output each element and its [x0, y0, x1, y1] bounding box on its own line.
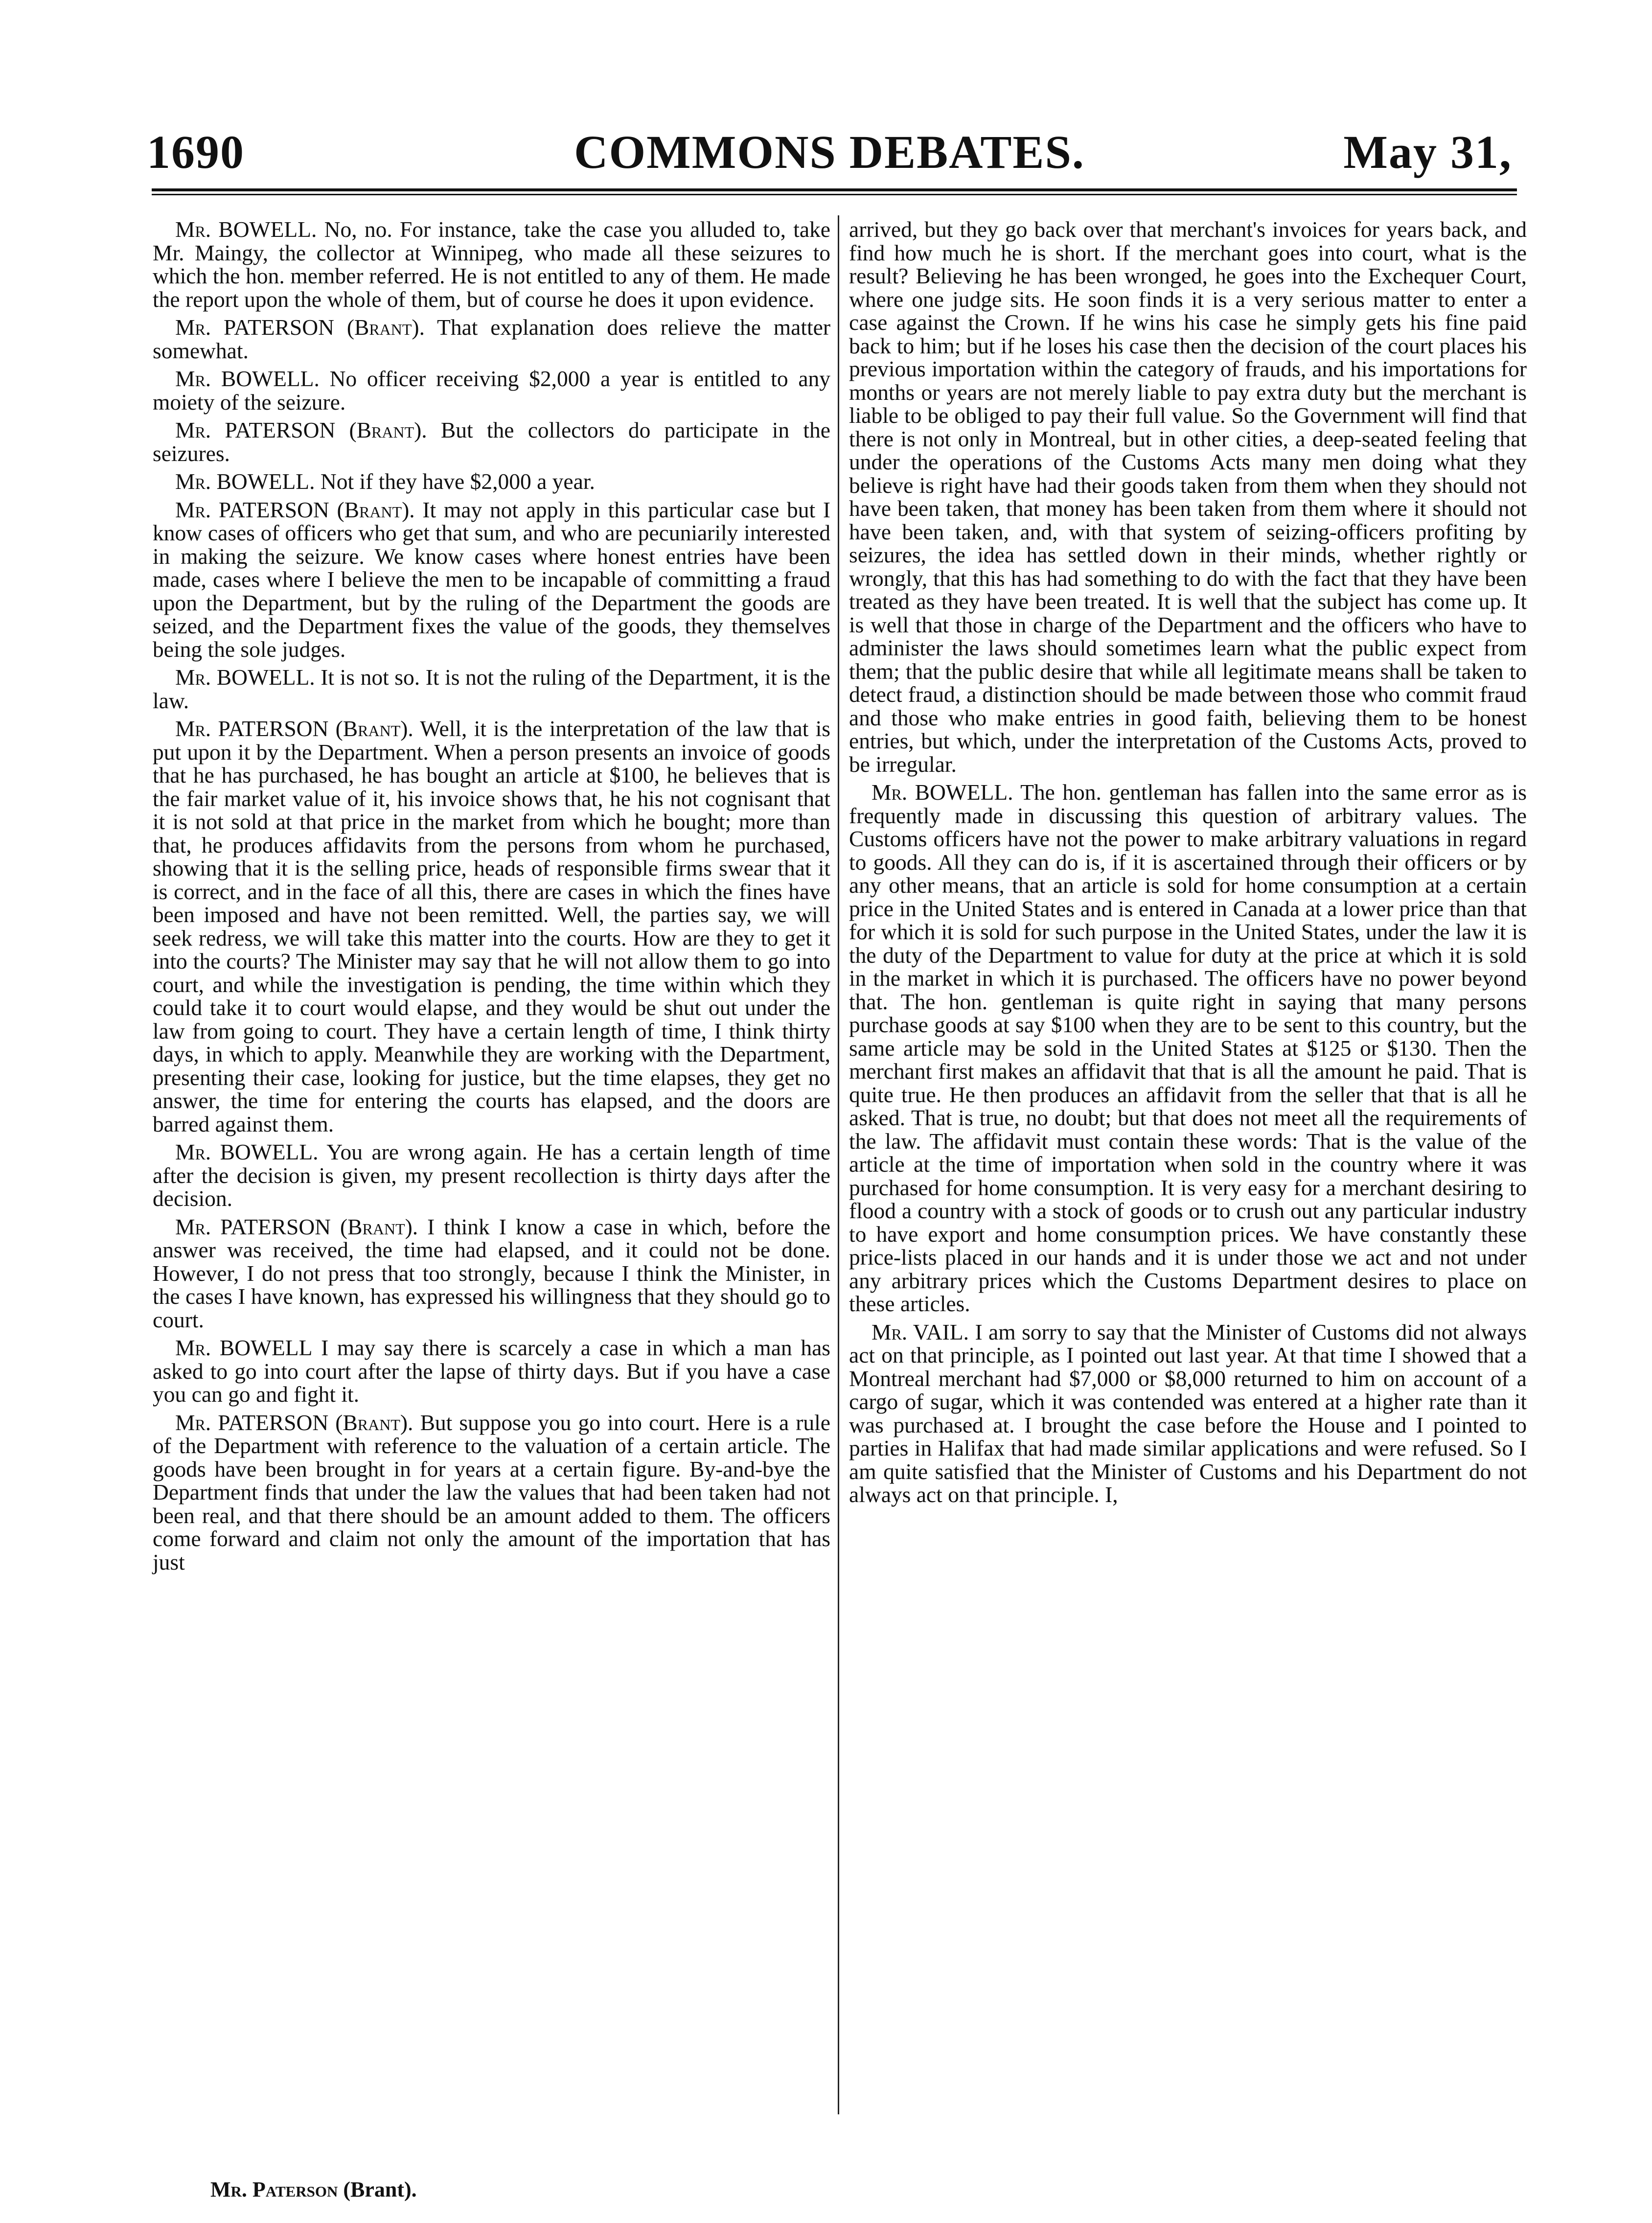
page-header [147, 125, 1512, 179]
speaker-name: Mr. PATERSON (Brant). [175, 716, 413, 741]
footer-speaker: Mr. Paterson [210, 2177, 338, 2201]
header-rule-thin [152, 194, 1517, 195]
speech-text: But the collectors do participate in the seizures. [153, 417, 830, 466]
speech-text: You are wrong again. He has a certain length of time after the decision is given, my present recollection is thirty days after the decision. [153, 1139, 831, 1211]
speech-text: Well, it is the interpretation of the law that is put upon it by the Department. When a person presents an invoice of goods that he has purchased, he has bought an article at $100, he believes that is the fair market value of it, his invoice shows that, he his not cognisant that it is not sold at that price in the market from which he bought; more than that, he produces affidavits from the persons from whom he purchased, showing that it is the selling price, heads of responsible firms swear that it is correct, and in the face of all this, there are cases in which the fines have been imposed and have not been remitted. Well, the parties say, we will seek redress, we will take this matter into the courts. How are they to get it into the courts? The Minister may say that he will not allow them to go into court, and while the investigation is pending, the time within which they could take it to court would elapse, and they would be shut out under the law from going to court. They have a certain length of time, I think thirty days, in which to apply. Meanwhile they are working with the Department, presenting their case, looking for justice, but the time elapses, they get no answer, the time for entering the courts has elapsed, and the doors are barred against them. [153, 716, 830, 1136]
header-rule [152, 188, 1517, 191]
speech-text: That explanation does relieve the matter somewhat. [153, 315, 830, 363]
speech-text: No officer receiving $2,000 a year is entitled to any moiety of the seizure. [153, 366, 831, 415]
speech-paragraph [153, 1215, 830, 1332]
speech-text: It may not apply in this particular case but I know cases of officers who get that sum, and who are pecuniarily interested in making the seizure. We know cases where honest entries have been made, cases where I believe the men to be incapable of committing a fraud upon the Department, but by the ruling of the Department the goods are seized, and the Department fixes the value of the goods, they themselves being the sole judges. [153, 497, 831, 662]
column-divider [838, 215, 839, 2114]
speech-text: No, no. For instance, take the case you alluded to, take Mr. Maingy, the collector at Winnipeg, who made all these seizures to which the hon. member referred. He is not entitled to any of them. He made the report upon the whole of them, but of course he does it upon evidence. [153, 217, 830, 312]
speaker-name: Mr. PATERSON (Brant). [175, 315, 425, 340]
speech-paragraph [153, 498, 830, 661]
speaker-name: Mr. VAIL. [872, 1319, 969, 1344]
speech-paragraph [849, 1320, 1527, 1506]
catchword-footer [210, 2177, 417, 2202]
speech-text: I am sorry to say that the Minister of Customs did not always act on that principle, as I pointed out last year. At that time I showed that a Montreal merchant had $7,000 or $8,000 returned to him on account of a cargo of sugar, which it was contended was entered at a higher rate than it was purchased at. I brought the case before the House and I pointed to parties in Halifax that had made similar applications and were refused. So I am quite satisfied that the Minister of Customs and his Department do not always act on that principle. I, [849, 1319, 1527, 1507]
speech-paragraph [849, 781, 1527, 1316]
speech-paragraph [153, 470, 830, 493]
speech-paragraph [153, 316, 830, 362]
speech-paragraph [153, 666, 830, 712]
speaker-name: Mr. BOWELL. [175, 1139, 319, 1164]
speaker-name: Mr. PATERSON (Brant). [175, 1214, 418, 1239]
footer-suffix: (Brant). [343, 2177, 417, 2201]
speaker-name: Mr. BOWELL. [872, 780, 1013, 805]
speech-text: I think I know a case in which, before the answer was received, the time had elapsed, and it could not be done. However, I do not press that too strongly, because I think the Minister, in the cases I have known, has expressed his willingness that they should go to court. [153, 1214, 830, 1332]
speech-paragraph [153, 1140, 830, 1210]
speech-text: Not if they have $2,000 a year. [320, 469, 595, 494]
speech-text: arrived, but they go back over that merchant's invoices for years back, and find how much he is short. If the merchant goes into court, what is the result? Believing he has been wronged, he goes into the Exchequer Court, where one judge sits. He soon finds it is a very serious matter to enter a case against the Crown. If he wins his case he simply gets his fine paid back to him; but if he loses his case then the decision of the court places his previous importation within the category of frauds, and his importations for months or years are not merely liable to pay extra duty but the merchant is liable to be obliged to pay their full value. So the Government will find that there is not only in Montreal, but in other cities, a deep-seated feeling that under the operations of the Customs Acts many men doing what they believe is right have had their goods taken from them when they should not have been taken, that money has been taken from them where it should not have been taken, and, with that system of seizing-officers profiting by seizures, the idea has settled down in their minds, whether rightly or wrongly, that this has had something to do with the fact that they have been treated as they have been treated. It is well that the subject has come up. It is well that those in charge of the Department and the officers who have to administer the laws should sometimes learn what the public expect from them; that the public desire that while all legitimate means shall be taken to detect fraud, a distinction should be made between those who commit fraud and those who make entries in good faith, believing them to be honest entries, but which, under the interpretation of the Customs Acts, proved to be irregular. [849, 217, 1527, 777]
speaker-name: Mr. BOWELL. [175, 217, 317, 242]
speech-text: The hon. gentleman has fallen into the same error as is frequently made in discussing this question of arbitrary values. The Customs officers have not the power to make arbitrary valuations in regard to goods. All they can do is, if it is ascertained through their officers or by any other means, that an article is sold for home consumption at a certain price in the United States and is entered in Canada at a lower price than that for which it is sold for such purpose in the United States, under the law it is the duty of the Department to value for duty at the price at which it is sold in the market in which it is purchased. The officers have no power beyond that. The hon. gentleman is quite right in saying that many persons purchase goods at say $100 when they are to be sent to this country, but the same article may be sold in the United States at $125 or $130. Then the merchant first makes an affidavit that that is all the amount he paid. That is quite true. He then produces an affidavit from the seller that that is all he asked. That is true, no doubt; but that does not meet all the requirements of the law. The affidavit must contain these words: That is the value of the article at the time of importation when sold in the country where it was purchased for home consumption. It is very easy for a merchant desiring to flood a country with a stock of goods or to crush out any particular industry to have export and home consumption prices. We have constantly these price-lists placed in our hands and it is under those we act and not under any arbitrary prices which the Customs Department desires to place on these articles. [849, 780, 1527, 1316]
speaker-name: Mr. PATERSON (Brant). [175, 417, 427, 442]
page-number: 1690 [147, 126, 245, 178]
page-date: May 31, [1343, 126, 1512, 178]
speech-paragraph [153, 1411, 830, 1574]
speaker-name: Mr. BOWELL. [175, 366, 320, 391]
speech-paragraph [153, 418, 830, 465]
speaker-name: Mr. BOWELL. [175, 469, 315, 494]
speaker-name: Mr. BOWELL. [175, 665, 315, 690]
speaker-name: Mr. BOWELL [175, 1335, 313, 1360]
speaker-name: Mr. PATERSON (Brant). [175, 1410, 413, 1435]
right-column [849, 218, 1527, 2205]
speech-paragraph-continued [849, 218, 1527, 776]
left-column [153, 218, 830, 2205]
publication-title: COMMONS DEBATES. [574, 126, 1085, 178]
speech-paragraph [153, 367, 830, 414]
speaker-name: Mr. PATERSON (Brant). [175, 497, 415, 522]
speech-paragraph [153, 1336, 830, 1406]
speech-text: It is not so. It is not the ruling of the Department, it is the law. [153, 665, 830, 713]
speech-paragraph [153, 717, 830, 1135]
speech-text: But suppose you go into court. Here is a rule of the Department with reference to the valuation of a certain article. The goods have been brought in for years at a certain figure. By-and-bye the Department finds that under the law the values that had been taken had not been real, and that there should be an amount added to them. The officers come forward and claim not only the amount of the importation that has just [153, 1410, 830, 1575]
speech-paragraph [153, 218, 830, 311]
speech-text: I may say there is scarcely a case in which a man has asked to go into court after the lapse of thirty days. But if you have a case you can go and fight it. [153, 1335, 830, 1407]
